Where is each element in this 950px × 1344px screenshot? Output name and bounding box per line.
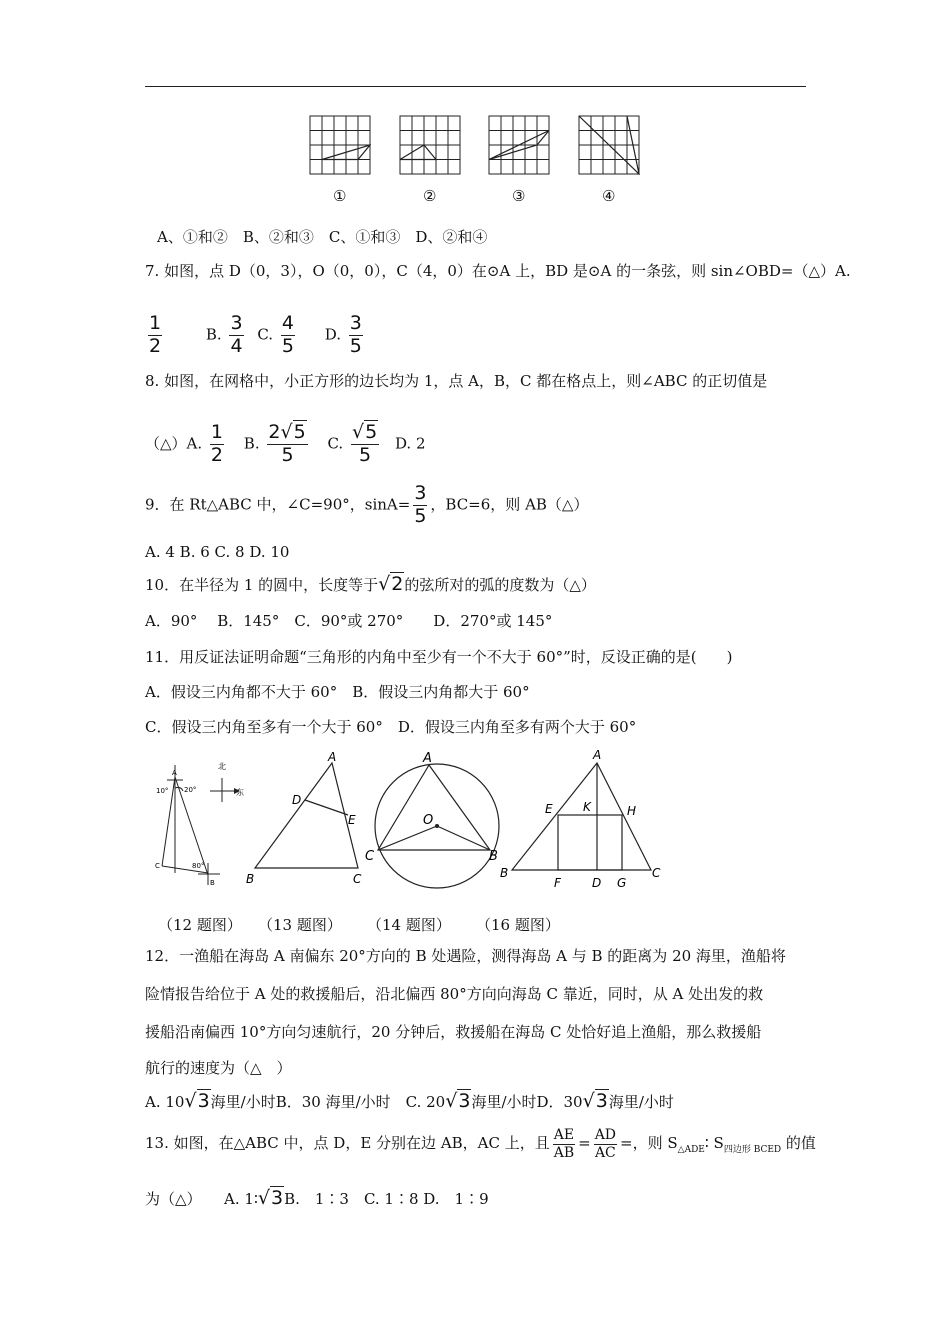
grid-label-2: ② — [423, 187, 437, 205]
fig13-label-a: A — [328, 750, 337, 764]
q13-fraction-ae-ab: $\frac{AE}{AB}$ — [553, 1127, 575, 1161]
q7-options: $\frac{1}{2}$ B. $\frac{3}{4}$ C. $\frac{4}{5}$ D. $\frac{3}{5}$ — [149, 312, 362, 357]
figure-14 — [365, 748, 510, 890]
q13-options: 为（△） A. 1∶√3B. 1∶3 C. 1∶8 D. 1∶9 — [145, 1187, 489, 1209]
grid-label-3: ③ — [512, 187, 526, 205]
fig12-label-east: 东 — [236, 788, 244, 797]
q13-stem: 13. 如图，在△ABC 中，点 D，E 分别在边 AB，AC 上，且 $\frac{AE}{AB}$ = $\frac{AD}{AC}$ =，则 $S_{\triangle ADE}∶$ $S_{四边形 BCED}$ 的值 — [145, 1127, 816, 1161]
grid-figure-3 — [488, 115, 550, 175]
fig16-label-f: F — [554, 876, 561, 890]
fig13-label-b: B — [246, 872, 255, 886]
q10-options: A．90° B．145° C．90°或 270° D．270°或 145° — [145, 612, 553, 630]
q11-options-ab: A．假设三内角都不大于 60° B．假设三内角都大于 60° — [145, 683, 530, 701]
grid-figure-4 — [578, 115, 640, 175]
fig12-label-b: B — [210, 879, 215, 887]
q7-option-d: $\frac{3}{5}$ — [349, 312, 362, 357]
fig16-label-d: D — [592, 876, 602, 890]
fig12-label-c: C — [155, 862, 160, 870]
fig16-label-c: C — [652, 866, 661, 880]
caption-fig13: （13 题图） — [258, 916, 342, 934]
fig13-label-c: C — [353, 872, 362, 886]
q13-fraction-ad-ac: $\frac{AD}{AC}$ — [594, 1127, 617, 1161]
caption-fig16: （16 题图） — [476, 916, 560, 934]
q12-line-1: 12．一渔船在海岛 A 南偏东 20°方向的 B 处遇险，测得海岛 A 与 B 的距离为 20 海里，渔船将 — [145, 947, 786, 965]
q9-stem: 9．在 Rt△ABC 中，∠C=90°，sinA= $\frac{3}{5}$ ，BC=6，则 AB（△） — [145, 482, 589, 527]
caption-fig14: （14 题图） — [367, 916, 451, 934]
fig16-label-g: G — [617, 876, 627, 890]
q9-options: A. 4 B. 6 C. 8 D. 10 — [145, 543, 290, 561]
header-rule — [145, 86, 806, 87]
fig12-label-north: 北 — [218, 762, 226, 771]
fig12-angle-right: 20° — [184, 786, 197, 794]
q8-options: （△）A. $\frac{1}{2}$ B. $\frac{2√5}{5}$ C. $\frac{√5}{5}$ D. 2 — [145, 421, 426, 466]
fig14-label-c: C — [365, 849, 375, 864]
grid-figure-1 — [309, 115, 371, 175]
fig16-label-e: E — [545, 802, 553, 816]
figure-12 — [150, 755, 250, 890]
q7-stem: 7. 如图，点 D（0，3），O（0，0），C（4，0）在⊙A 上，BD 是⊙A 的一条弦，则 sin∠OBD=（△）A. — [145, 262, 851, 280]
q9-fraction: $\frac{3}{5}$ — [414, 482, 427, 527]
fig14-label-o: O — [423, 813, 434, 828]
q7-option-c: $\frac{4}{5}$ — [281, 312, 294, 357]
fig12-angle-left: 10° — [156, 787, 169, 795]
fig13-label-e: E — [348, 813, 356, 827]
fig14-label-b: B — [489, 849, 498, 864]
q10-stem: 10．在半径为 1 的圆中，长度等于√2的弦所对的弧的度数为（△） — [145, 573, 596, 595]
q11-stem: 11．用反证法证明命题“三角形的内角中至少有一个不大于 60°”时，反设正确的是( ) — [145, 648, 733, 666]
caption-fig12: （12 题图） — [158, 916, 242, 934]
q7-option-a: $\frac{1}{2}$ — [149, 312, 162, 357]
q8-option-c: $\frac{√5}{5}$ — [351, 421, 378, 466]
fig16-label-a: A — [593, 748, 602, 762]
fig16-label-h: H — [627, 804, 637, 818]
grid-figure-2 — [399, 115, 461, 175]
q8-option-b: $\frac{2√5}{5}$ — [268, 421, 306, 466]
q12-line-3: 援船沿南偏西 10°方向匀速航行，20 分钟后，救援船在海岛 C 处恰好追上渔船，那么救援船 — [145, 1023, 762, 1041]
grid-label-4: ④ — [602, 187, 616, 205]
q8-option-a: $\frac{1}{2}$ — [210, 421, 224, 466]
q12-line-2: 险情报告给位于 A 处的救援船后，沿北偏西 80°方向向海岛 C 靠近，同时，从 A 处出发的救 — [145, 985, 764, 1003]
q7-option-b: $\frac{3}{4}$ — [230, 312, 243, 357]
fig12-angle-bottom: 80° — [192, 862, 205, 870]
fig13-label-d: D — [292, 793, 302, 807]
grid-label-1: ① — [333, 187, 347, 205]
fig12-label-a: A — [172, 769, 177, 777]
q6-options: A、①和② B、②和③ C、①和③ D、②和④ — [157, 228, 488, 246]
figure-13 — [240, 748, 370, 890]
q12-options: A. 10√3海里/小时B．30 海里/小时 C. 20√3海里/小时D．30√3海里/小时 — [145, 1090, 674, 1112]
fig16-label-b: B — [500, 866, 509, 880]
q8-stem: 8. 如图，在网格中，小正方形的边长均为 1，点 A，B，C 都在格点上，则∠ABC 的正切值是 — [145, 372, 768, 390]
figure-16 — [497, 745, 667, 893]
q11-options-cd: C．假设三内角至多有一个大于 60° D．假设三内角至多有两个大于 60° — [145, 718, 637, 736]
q12-line-4: 航行的速度为（△ ） — [145, 1059, 292, 1077]
fig16-label-k: K — [583, 800, 591, 814]
fig14-label-a: A — [423, 751, 432, 766]
